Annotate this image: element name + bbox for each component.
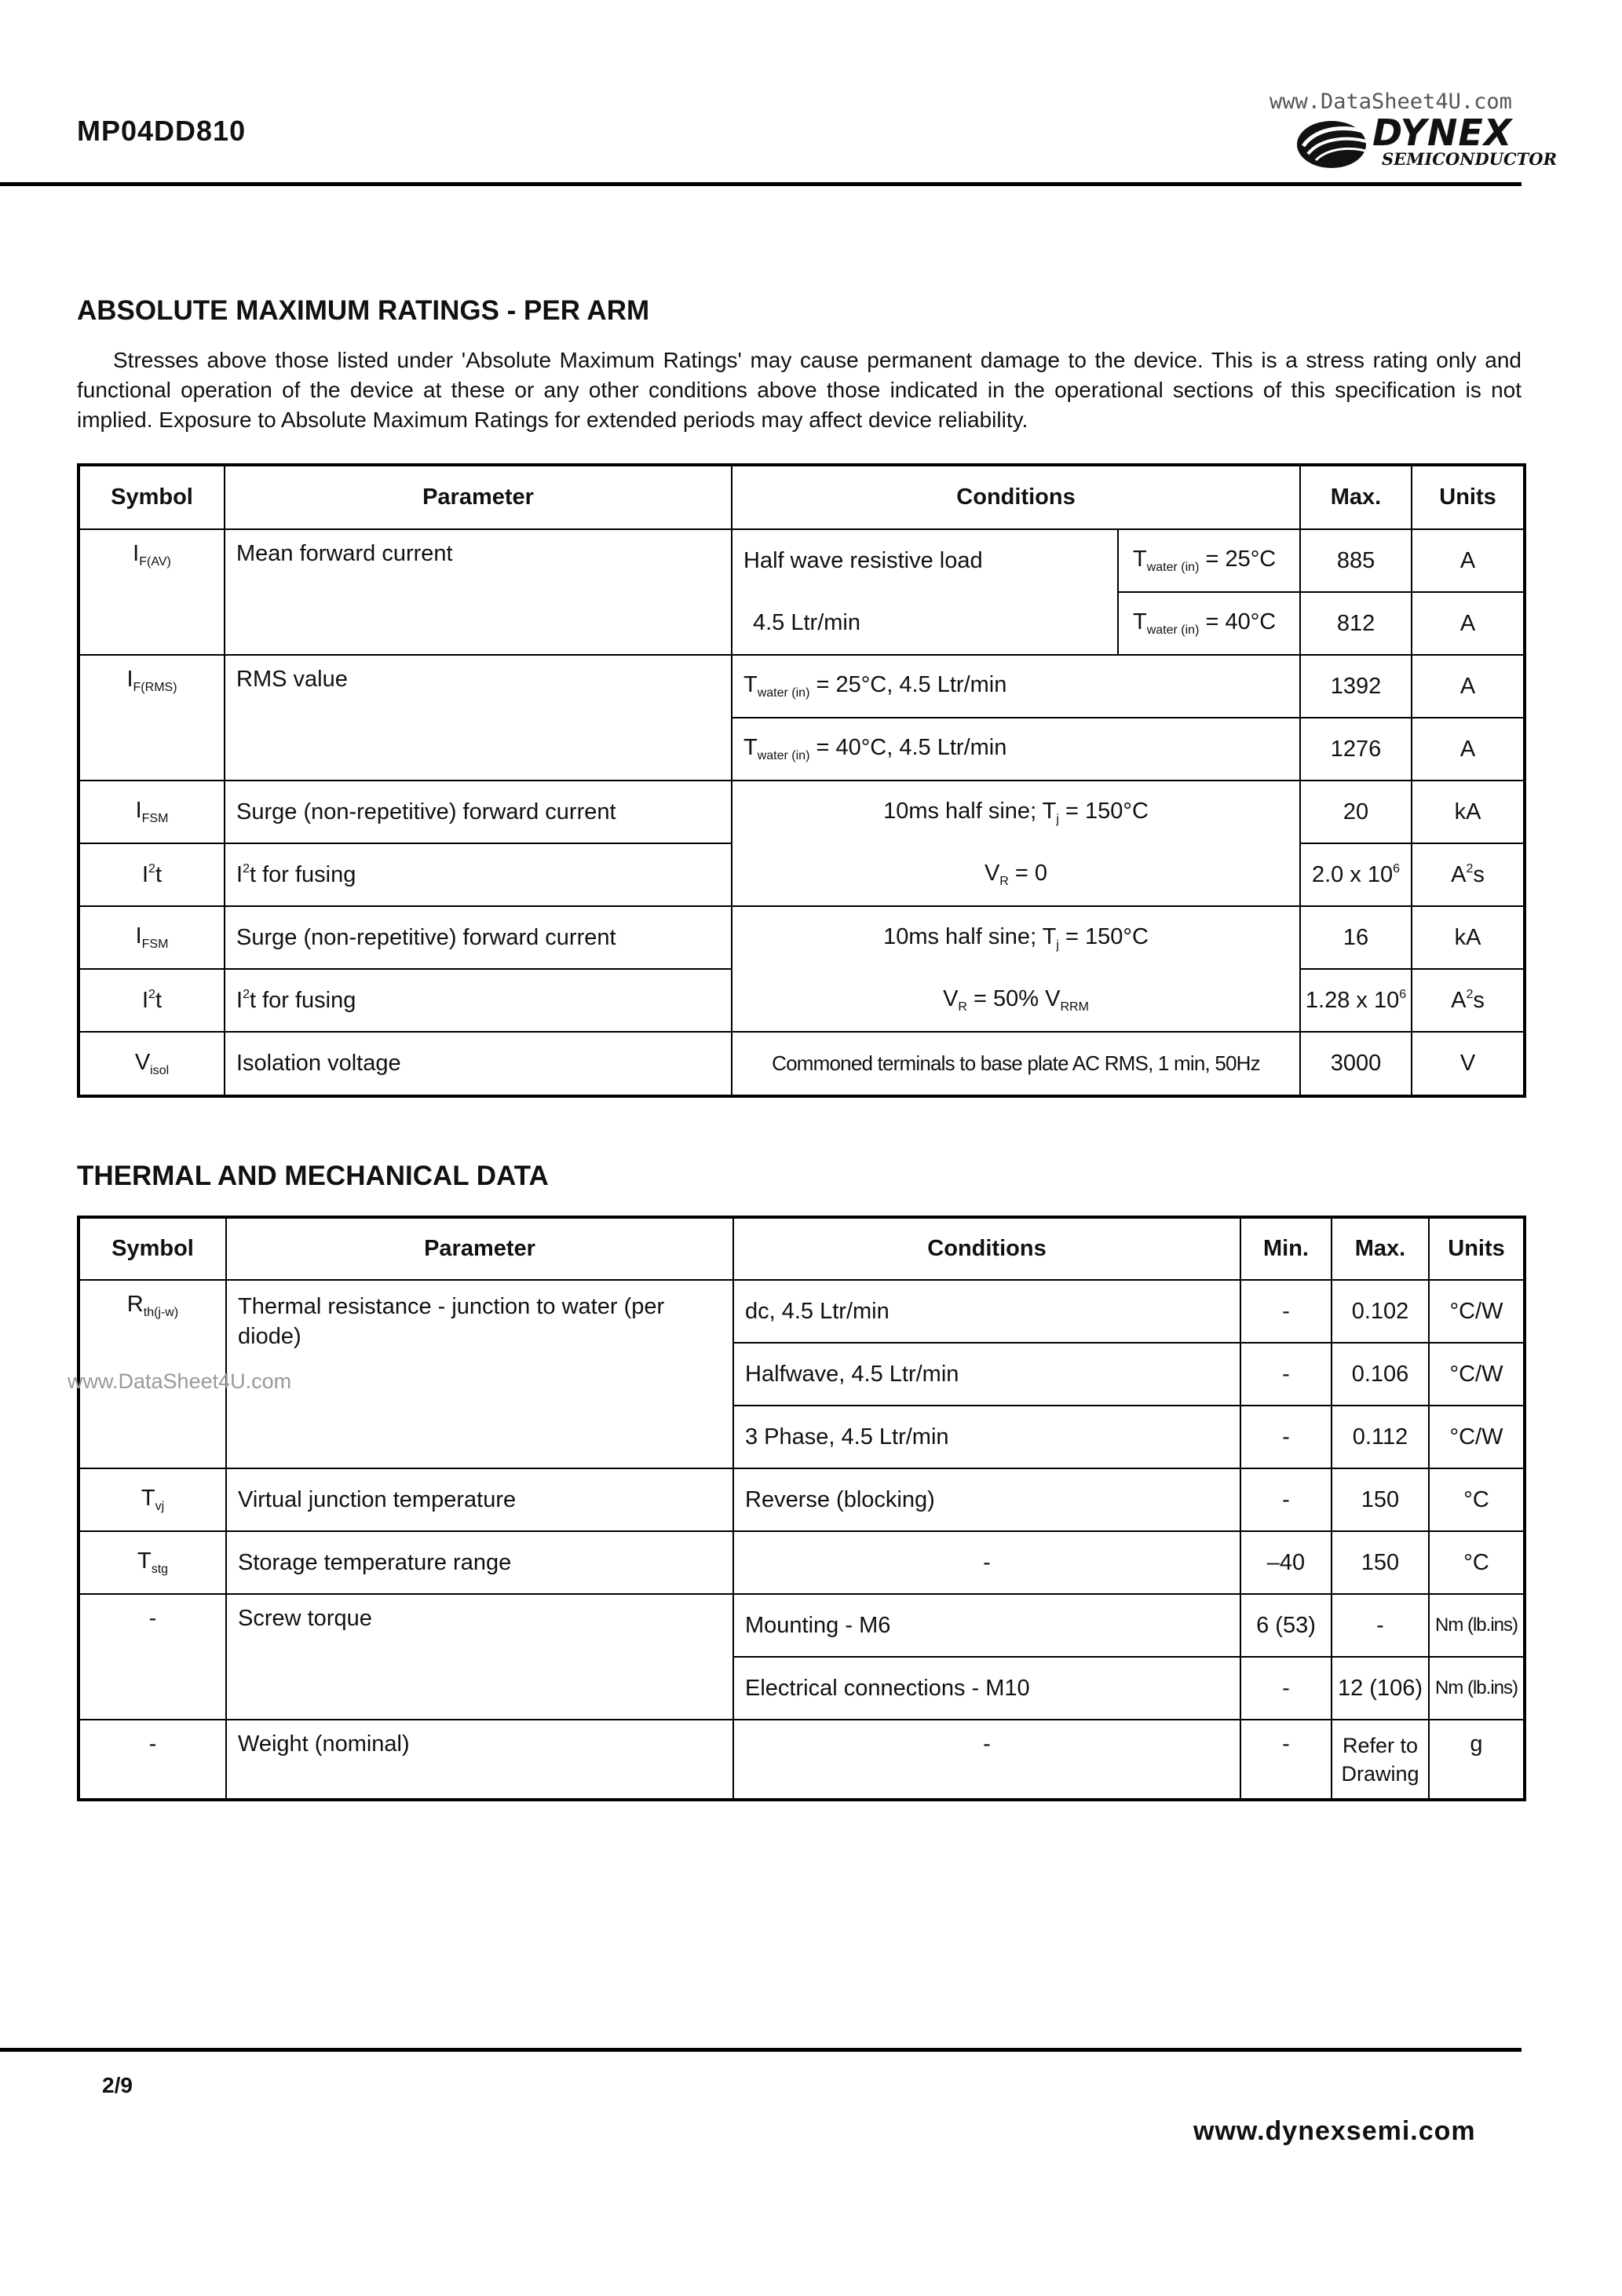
max-cell: Refer to Drawing: [1332, 1720, 1429, 1800]
footer-url[interactable]: www.dynexsemi.com: [1193, 2116, 1476, 2146]
max-cell: 150: [1332, 1531, 1429, 1594]
section-title-ratings: ABSOLUTE MAXIMUM RATINGS - PER ARM: [77, 295, 650, 326]
table-row: [79, 529, 1525, 592]
col-conditions: Conditions: [732, 465, 1300, 529]
condition-cell: Electrical connections - M10: [733, 1657, 1240, 1720]
col-symbol: Symbol: [79, 465, 225, 529]
table-row: [79, 1468, 1525, 1531]
max-cell: 0.102: [1332, 1280, 1429, 1343]
units-cell: V: [1412, 1032, 1525, 1096]
units-cell: °C/W: [1429, 1406, 1525, 1468]
watermark-text: www.DataSheet4U.com: [68, 1369, 292, 1393]
condition-cell: -: [733, 1531, 1240, 1594]
col-units: Units: [1412, 465, 1525, 529]
col-max: Max.: [1332, 1217, 1429, 1280]
max-cell: 0.112: [1332, 1406, 1429, 1468]
units-cell: °C: [1429, 1468, 1525, 1531]
table-row: [79, 843, 1525, 906]
condition-cell: Commoned terminals to base plate AC RMS, 1 min, 50Hz: [732, 1032, 1300, 1096]
symbol-cell: $I^2t$: [79, 843, 225, 906]
condition-cell: Half wave resistive load: [732, 529, 1118, 592]
min-cell: -: [1240, 1468, 1332, 1531]
condition-cell: 10ms half sine; $T_j = 150^\circ C$: [732, 781, 1300, 843]
symbol-cell: $T_{stg}$: [79, 1531, 226, 1594]
condition-cell: 10ms half sine; $T_j = 150^\circ C$: [732, 906, 1300, 969]
max-cell: 20: [1300, 781, 1412, 843]
table-row: [79, 1531, 1525, 1594]
col-parameter: Parameter: [225, 465, 732, 529]
units-cell: $A^2s$: [1412, 969, 1525, 1032]
symbol-cell: $I_{F(RMS)}$: [79, 655, 225, 781]
parameter-cell: Storage temperature range: [226, 1531, 733, 1594]
page-number: 2/9: [102, 2073, 133, 2097]
units-cell: A: [1412, 592, 1525, 655]
parameter-cell: Thermal resistance - junction to water (per diode): [226, 1280, 733, 1468]
condition-cell: Mounting - M6: [733, 1594, 1240, 1657]
max-cell: 885: [1300, 529, 1412, 592]
condition-cell: 3 Phase, 4.5 Ltr/min: [733, 1406, 1240, 1468]
intro-paragraph: Stresses above those listed under 'Absolute Maximum Ratings' may cause permanent damage to the device. This is a stress rating only and functional operation of the device at these or any other conditions above those indicated in the operational sections of this specification is not implied. Exposure to Absolute Maximum Ratings for extended periods may affect device reliability.: [77, 348, 1522, 432]
table-row: [79, 655, 1525, 718]
parameter-cell: Virtual junction temperature: [226, 1468, 733, 1531]
max-cell: -: [1332, 1594, 1429, 1657]
units-cell: °C/W: [1429, 1280, 1525, 1343]
condition-cell: $T_{water (in)} = 40^\circ C$, 4.5 Ltr/min: [732, 718, 1300, 781]
min-cell: 6 (53): [1240, 1594, 1332, 1657]
max-cell: 12 (106): [1332, 1657, 1429, 1720]
footer-rule: [0, 2048, 1522, 2052]
col-min: Min.: [1240, 1217, 1332, 1280]
units-cell: A: [1412, 529, 1525, 592]
ratings-table: [77, 463, 1526, 1098]
parameter-cell: Surge (non-repetitive) forward current: [225, 906, 732, 969]
min-cell: –40: [1240, 1531, 1332, 1594]
swirl-logo-icon: [1292, 112, 1379, 174]
symbol-cell: $I^2t$: [79, 969, 225, 1032]
dynex-logo: [1292, 112, 1558, 174]
condition-cell: dc, 4.5 Ltr/min: [733, 1280, 1240, 1343]
condition-cell: $T_{water (in)} = 40^\circ C$: [1118, 592, 1300, 655]
max-cell: 1392: [1300, 655, 1412, 718]
max-cell: 150: [1332, 1468, 1429, 1531]
symbol-cell: $T_{vj}$: [79, 1468, 226, 1531]
part-number: MP04DD810: [77, 115, 247, 147]
units-cell: A: [1412, 718, 1525, 781]
symbol-cell: $I_{F(AV)}$: [79, 529, 225, 655]
parameter-cell: RMS value: [225, 655, 732, 781]
table-row: [79, 969, 1525, 1032]
parameter-cell: $I^2t$ for fusing: [225, 843, 732, 906]
col-conditions: Conditions: [733, 1217, 1240, 1280]
max-cell: 2.0 x $10^6$: [1300, 843, 1412, 906]
col-parameter: Parameter: [226, 1217, 733, 1280]
condition-cell: 4.5 Ltr/min: [732, 592, 1118, 655]
condition-cell: -: [733, 1720, 1240, 1800]
min-cell: -: [1240, 1280, 1332, 1343]
units-cell: $A^2s$: [1412, 843, 1525, 906]
min-cell: -: [1240, 1657, 1332, 1720]
table-row: [79, 1280, 1525, 1343]
condition-cell: Reverse (blocking): [733, 1468, 1240, 1531]
site-url[interactable]: www.DataSheet4U.com: [1269, 90, 1512, 114]
units-cell: kA: [1412, 906, 1525, 969]
condition-cell: $T_{water (in)} = 25^\circ C$, 4.5 Ltr/min: [732, 655, 1300, 718]
units-cell: g: [1429, 1720, 1525, 1800]
units-cell: °C: [1429, 1531, 1525, 1594]
max-cell: 0.106: [1332, 1343, 1429, 1406]
units-cell: Nm (lb.ins): [1429, 1657, 1525, 1720]
header-rule: [0, 182, 1522, 186]
max-cell: 1.28 x $10^6$: [1300, 969, 1412, 1032]
max-cell: 812: [1300, 592, 1412, 655]
units-cell: °C/W: [1429, 1343, 1525, 1406]
parameter-cell: $I^2t$ for fusing: [225, 969, 732, 1032]
symbol-cell: -: [79, 1720, 226, 1800]
logo-subtitle: SEMICONDUCTOR: [1382, 149, 1558, 169]
max-cell: 16: [1300, 906, 1412, 969]
symbol-cell: $R_{th(j-w)}$: [79, 1280, 226, 1468]
ratings-intro: [77, 345, 1522, 435]
col-symbol: Symbol: [79, 1217, 226, 1280]
condition-cell: Halfwave, 4.5 Ltr/min: [733, 1343, 1240, 1406]
table-row: [79, 1032, 1525, 1096]
symbol-cell: -: [79, 1594, 226, 1720]
section-title-thermal: THERMAL AND MECHANICAL DATA: [77, 1161, 549, 1191]
table-header-row: [79, 465, 1525, 529]
symbol-cell: $V_{isol}$: [79, 1032, 225, 1096]
table-row: [79, 781, 1525, 843]
col-max: Max.: [1300, 465, 1412, 529]
parameter-cell: Isolation voltage: [225, 1032, 732, 1096]
symbol-cell: $I_{FSM}$: [79, 781, 225, 843]
logo-word: DYNEX: [1372, 112, 1513, 154]
table-row: [79, 906, 1525, 969]
symbol-cell: $I_{FSM}$: [79, 906, 225, 969]
parameter-cell: Surge (non-repetitive) forward current: [225, 781, 732, 843]
max-cell: 1276: [1300, 718, 1412, 781]
table-row: [79, 1720, 1525, 1800]
parameter-cell: Mean forward current: [225, 529, 732, 655]
thermal-table: [77, 1216, 1526, 1801]
min-cell: -: [1240, 1343, 1332, 1406]
parameter-cell: Screw torque: [226, 1594, 733, 1720]
units-cell: A: [1412, 655, 1525, 718]
table-row: [79, 1594, 1525, 1657]
table-header-row: [79, 1217, 1525, 1280]
units-cell: Nm (lb.ins): [1429, 1594, 1525, 1657]
condition-cell: $V_R = 0$: [732, 843, 1300, 906]
min-cell: -: [1240, 1720, 1332, 1800]
parameter-cell: Weight (nominal): [226, 1720, 733, 1800]
condition-cell: $V_R = 50\%$ $V_{RRM}$: [732, 969, 1300, 1032]
max-cell: 3000: [1300, 1032, 1412, 1096]
min-cell: -: [1240, 1406, 1332, 1468]
condition-cell: $T_{water (in)} = 25^\circ C$: [1118, 529, 1300, 592]
units-cell: kA: [1412, 781, 1525, 843]
col-units: Units: [1429, 1217, 1525, 1280]
